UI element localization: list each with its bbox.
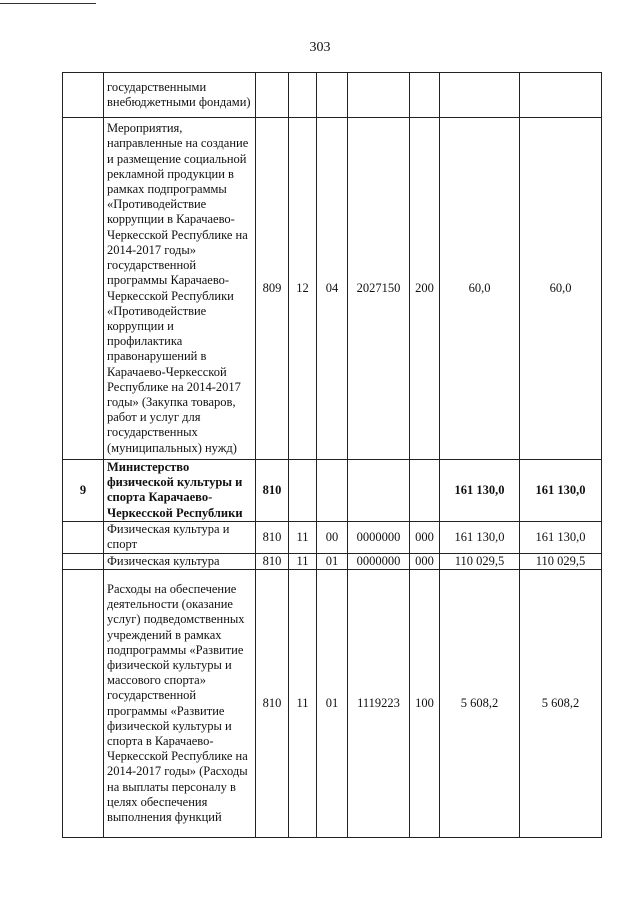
cell-csr: 0000000 [348, 521, 410, 553]
table-row [63, 460, 602, 522]
cell-name: Физическая культура [104, 553, 256, 569]
cell-sum-1: 161 130,0 [440, 521, 520, 553]
cell-vr [410, 73, 440, 118]
cell-name: Мероприятия, направленные на создание и размещение социальной рекламной продукции в рамках подпрограммы «Противодействие коррупции в Карачаево-Черкесской Республике на 2014-2017 годы» государственной программы Карачаево-Черкесской Республики «Противодействие коррупции и профилактика правонарушений в Карачаево-Черкесской Республике на 2014-2017 годы» (Закупка товаров, работ и услуг для государственных (муниципальных) нужд) [104, 118, 256, 460]
budget-table [62, 72, 602, 838]
cell-rz: 11 [289, 553, 317, 569]
cell-csr [348, 73, 410, 118]
table-row [63, 73, 602, 118]
cell-pr: 00 [317, 521, 348, 553]
cell-name: Расходы на обеспечение деятельности (оказание услуг) подведомственных учреждений в рамках подпрограммы «Развитие физической культуры и массового спорта» государственной программы «Развитие физической культуры и спорта в Карачаево-Черкесской Республике на 2014-2017 годы» (Расходы на выплаты персоналу в целях обеспечения выполнения функций [104, 570, 256, 838]
cell-no [63, 553, 104, 569]
cell-sum-1: 60,0 [440, 118, 520, 460]
cell-rz: 11 [289, 570, 317, 838]
cell-ved: 809 [256, 118, 289, 460]
cell-sum-1: 161 130,0 [440, 460, 520, 522]
cell-ved: 810 [256, 460, 289, 522]
cell-sum-1: 110 029,5 [440, 553, 520, 569]
cell-pr [317, 460, 348, 522]
cell-sum-1 [440, 73, 520, 118]
table-row [63, 521, 602, 553]
cell-vr: 200 [410, 118, 440, 460]
cell-no [63, 118, 104, 460]
cell-rz [289, 73, 317, 118]
cell-vr: 000 [410, 553, 440, 569]
cell-sum-2: 161 130,0 [520, 521, 602, 553]
cell-vr: 100 [410, 570, 440, 838]
cell-ved: 810 [256, 553, 289, 569]
cell-no [63, 570, 104, 838]
cell-sum-2: 161 130,0 [520, 460, 602, 522]
cell-pr: 01 [317, 570, 348, 838]
cell-no [63, 521, 104, 553]
cell-name: Министерство физической культуры и спорта Карачаево-Черкесской Республики [104, 460, 256, 522]
cell-name: государственными внебюджетными фондами) [104, 73, 256, 118]
cell-sum-2: 110 029,5 [520, 553, 602, 569]
cell-ved [256, 73, 289, 118]
cell-ved: 810 [256, 521, 289, 553]
cell-rz: 12 [289, 118, 317, 460]
cell-rz: 11 [289, 521, 317, 553]
top-rule [0, 3, 96, 4]
cell-sum-2 [520, 73, 602, 118]
table-row [63, 118, 602, 460]
cell-vr: 000 [410, 521, 440, 553]
cell-csr: 1119223 [348, 570, 410, 838]
cell-ved: 810 [256, 570, 289, 838]
cell-csr: 2027150 [348, 118, 410, 460]
table-row [63, 570, 602, 838]
cell-sum-2: 5 608,2 [520, 570, 602, 838]
cell-sum-1: 5 608,2 [440, 570, 520, 838]
cell-pr: 04 [317, 118, 348, 460]
cell-csr [348, 460, 410, 522]
cell-name: Физическая культура и спорт [104, 521, 256, 553]
cell-no [63, 73, 104, 118]
cell-pr [317, 73, 348, 118]
cell-rz [289, 460, 317, 522]
cell-csr: 0000000 [348, 553, 410, 569]
cell-no: 9 [63, 460, 104, 522]
page-number: 303 [309, 40, 331, 55]
cell-vr [410, 460, 440, 522]
cell-pr: 01 [317, 553, 348, 569]
table-row [63, 553, 602, 569]
cell-sum-2: 60,0 [520, 118, 602, 460]
